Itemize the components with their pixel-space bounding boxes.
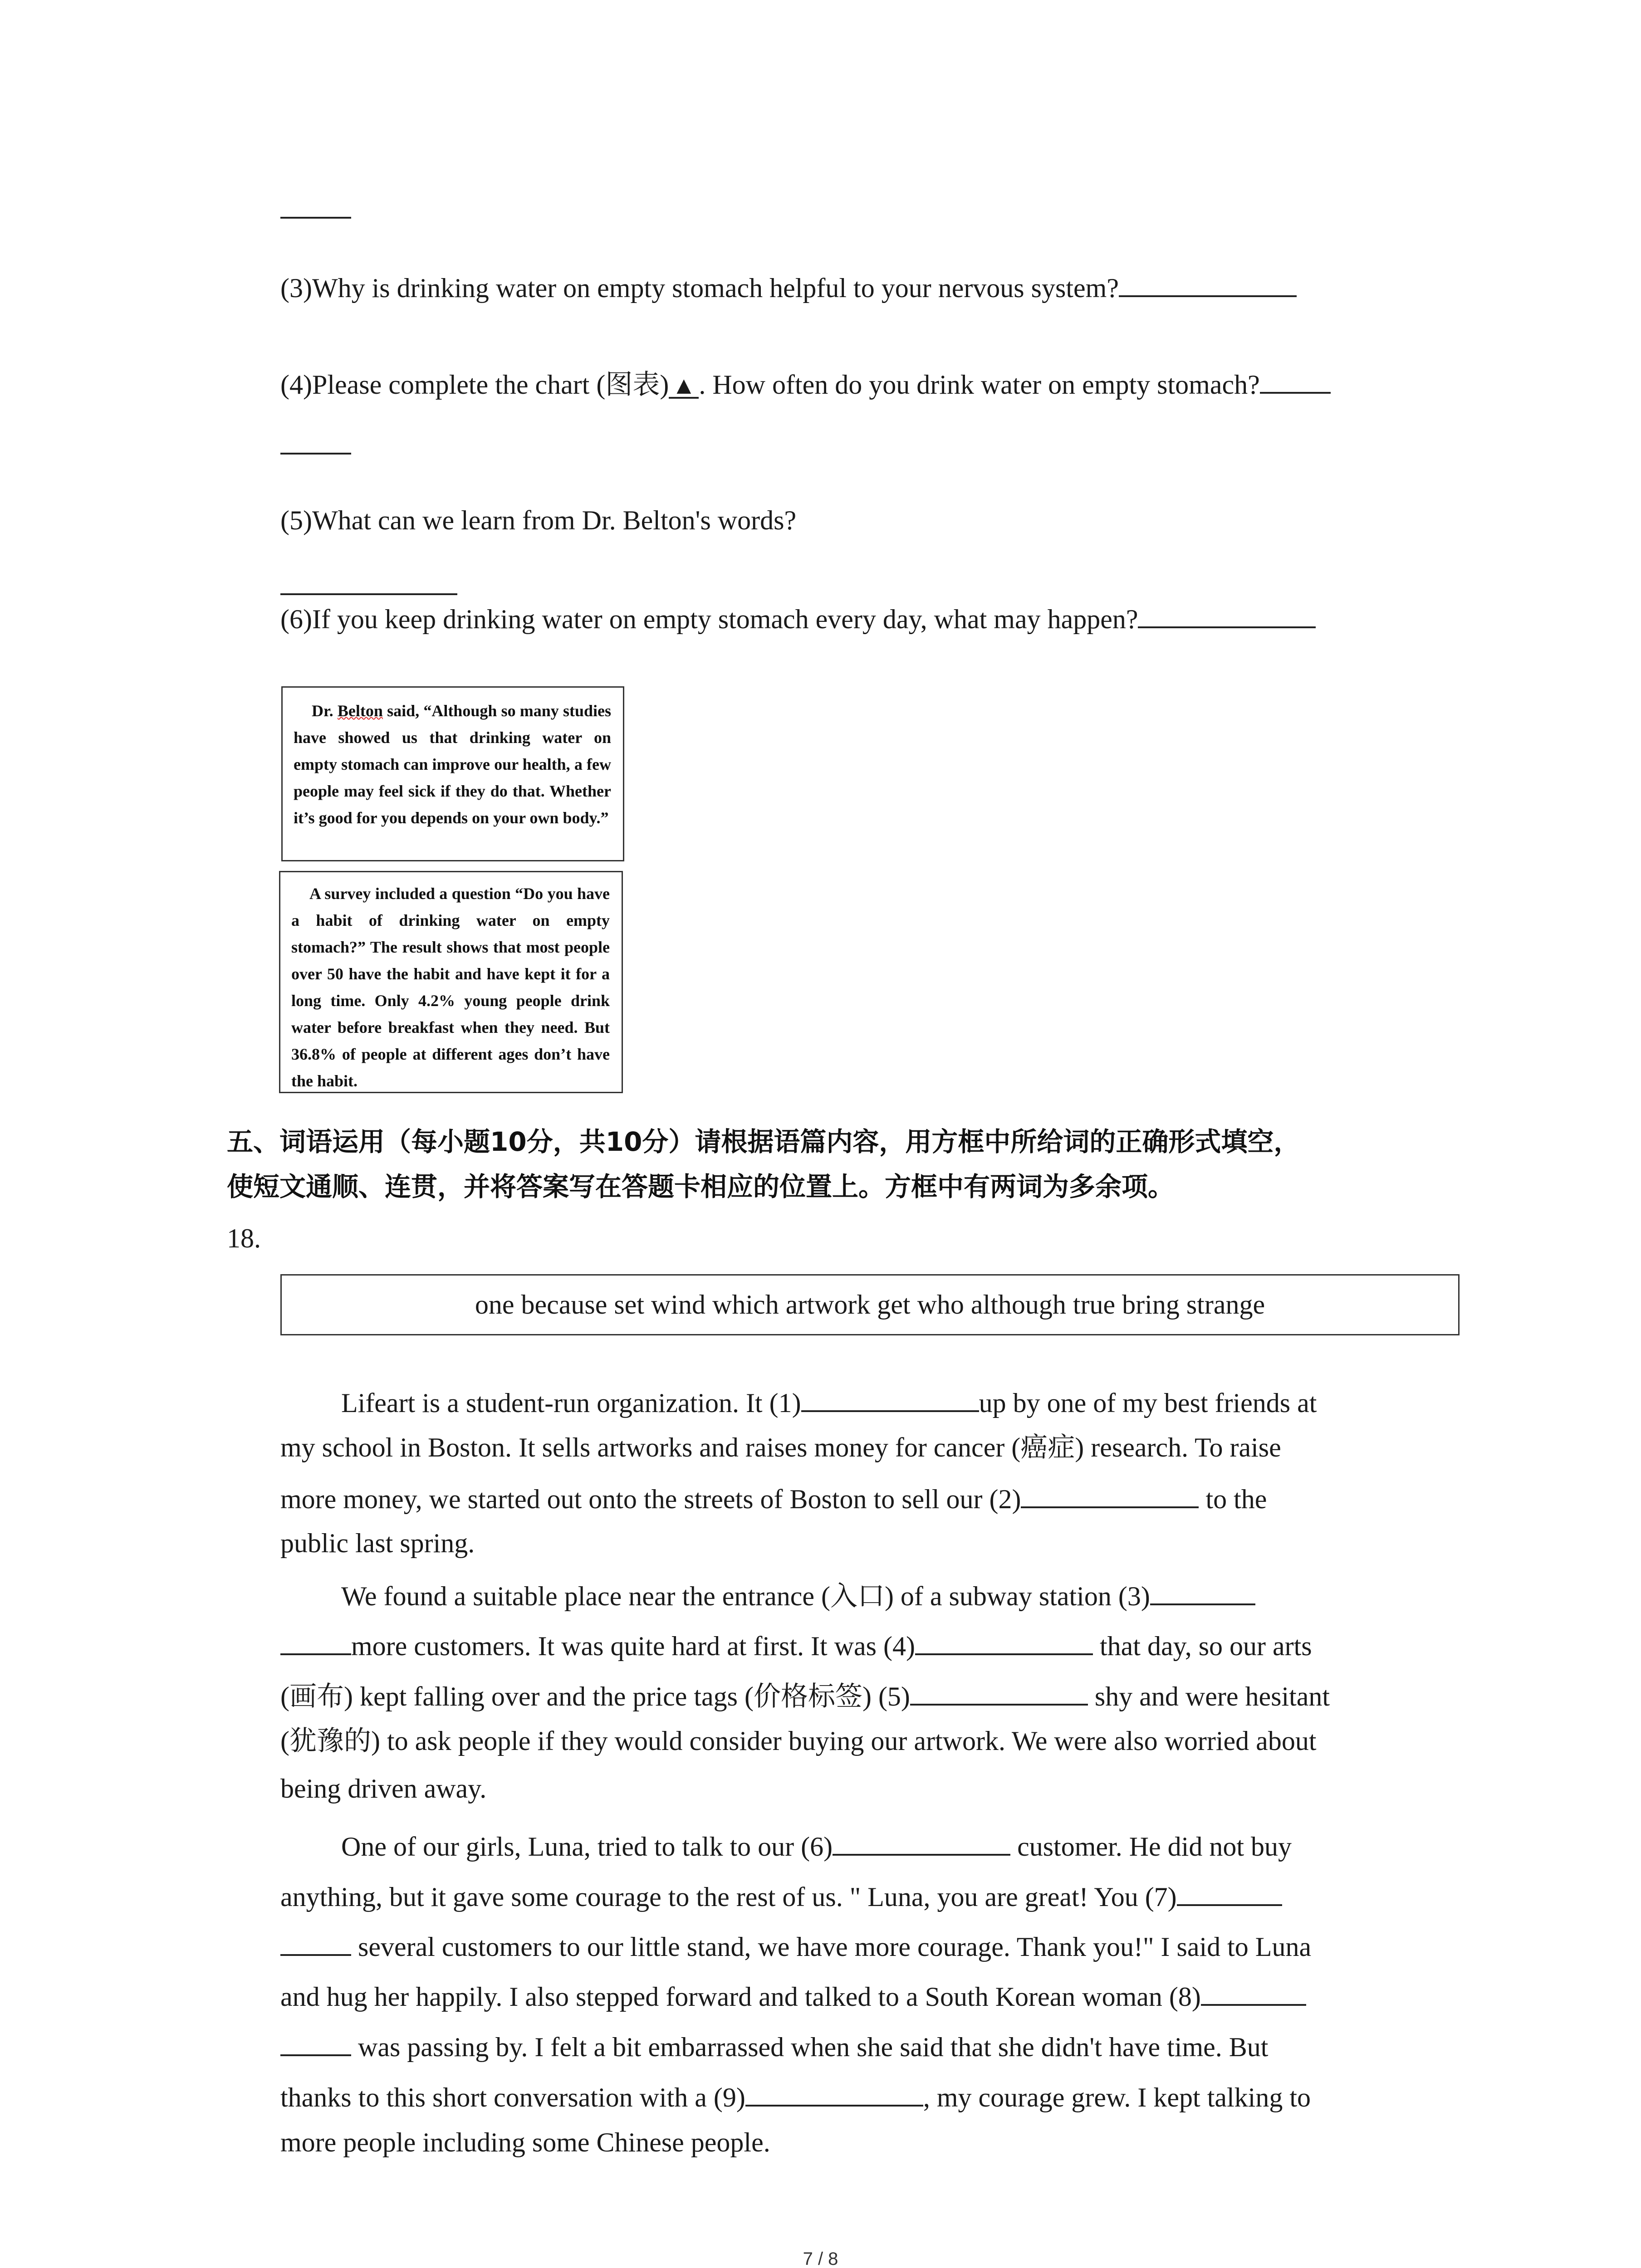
passage-line: (画布) kept falling over and the price tags (价格标签) (5) shy and were hesitant (280, 1681, 1330, 1711)
answer-blank (280, 2031, 351, 2056)
passage-line: and hug her happily. I also stepped forward and talked to a South Korean woman (8) (280, 1981, 1306, 2010)
answer-blank (280, 217, 351, 219)
question-3 (280, 272, 1297, 302)
triangle-icon: ▲ (669, 376, 699, 399)
question-3-text: (3)Why is drinking water on empty stomach helpful to your nervous system? (280, 273, 1119, 303)
answer-blank (1119, 272, 1297, 297)
question-4-text: (4)Please complete the chart (图表) (280, 370, 669, 400)
answer-blank (801, 1387, 979, 1412)
answer-blank (280, 1931, 351, 1956)
answer-blank (915, 1630, 1093, 1655)
passage-line: being driven away. (280, 1774, 487, 1804)
passage-line: One of our girls, Luna, tried to talk to our (6) customer. He did not buy (341, 1832, 1292, 1862)
answer-blank (280, 593, 457, 595)
section-5-heading-line1: 五、词语运用（每小题10分，共10分）请根据语篇内容，用方框中所给词的正确形式填空， (227, 1126, 1300, 1157)
passage-line: thanks to this short conversation with a (9) , my courage grew. I kept talking to (280, 2082, 1311, 2112)
question-4 (280, 369, 1331, 399)
question-4-text-b: . How often do you drink water on empty stomach? (699, 370, 1260, 400)
passage-line: more money, we started out onto the streets of Boston to sell our (2) to the (280, 1484, 1267, 1514)
passage-line: more people including some Chinese people. (280, 2127, 770, 2157)
answer-blank (910, 1681, 1088, 1706)
passage-line: more customers. It was quite hard at first. It was (4) that day, so our arts (280, 1630, 1312, 1660)
answer-blank (280, 1630, 351, 1655)
question-5 (280, 507, 796, 534)
question-6 (280, 603, 1316, 633)
answer-blank (1138, 603, 1316, 628)
word-bank-box (280, 1274, 1460, 1335)
answer-blank (1150, 1580, 1255, 1605)
passage-line: Lifeart is a student-run organization. It (1) up by one of my best friends at (341, 1388, 1317, 1418)
section-5-heading-line2: 使短文通顺、连贯，并将答案写在答题卡相应的位置上。方框中有两词为多余项。 (227, 1171, 1175, 1202)
survey-box-text: A survey included a question “Do you have a habit of drinking water on empty stomach?” The result shows that most people over 50 have the habit and have kept it for a long time. Only 4.2% young people drink water before breakfast when they need. But 36.8% of people at different ages don’t have the habit. (291, 885, 610, 1090)
answer-blank (833, 1831, 1010, 1856)
answer-blank (1201, 1981, 1306, 2006)
answer-blank (1177, 1881, 1282, 1906)
passage-line: my school in Boston. It sells artworks and raises money for cancer (癌症) research. To raise (280, 1432, 1281, 1462)
word-bank-text: one because set wind which artwork get who although true bring strange (475, 1290, 1265, 1320)
answer-blank (745, 2082, 923, 2107)
passage-line: anything, but it gave some courage to the rest of us. " Luna, you are great! You (7) (280, 1881, 1282, 1911)
quote-box-text: Dr. Belton said, “Although so many studies have showed us that drinking water on empty stomach can improve our health, a few people may feel sick if they do that. Whether it’s good for you depends on your own body.” (294, 702, 612, 827)
page-number: 7 / 8 (803, 2249, 838, 2268)
survey-box (279, 871, 623, 1093)
answer-blank (1260, 369, 1331, 394)
passage-line: public last spring. (280, 1528, 475, 1558)
passage-line: (犹豫的) to ask people if they would consider buying our artwork. We were also worried about (280, 1726, 1317, 1756)
question-5-text: (5)What can we learn from Dr. Belton's words? (280, 505, 797, 535)
passage-line: several customers to our little stand, we have more courage. Thank you!" I said to Luna (280, 1931, 1311, 1960)
question-6-text: (6)If you keep drinking water on empty stomach every day, what may happen? (280, 604, 1138, 634)
question-number: 18. (227, 1223, 261, 1253)
passage-line: was passing by. I felt a bit embarrassed when she said that she didn't have time. But (280, 2031, 1268, 2061)
answer-blank (280, 453, 351, 455)
passage-line: We found a suitable place near the entrance (入口) of a subway station (3) (341, 1580, 1255, 1610)
quote-box-dr-belton (281, 686, 624, 861)
name-belton: Belton (337, 702, 383, 720)
answer-blank (1021, 1483, 1199, 1508)
